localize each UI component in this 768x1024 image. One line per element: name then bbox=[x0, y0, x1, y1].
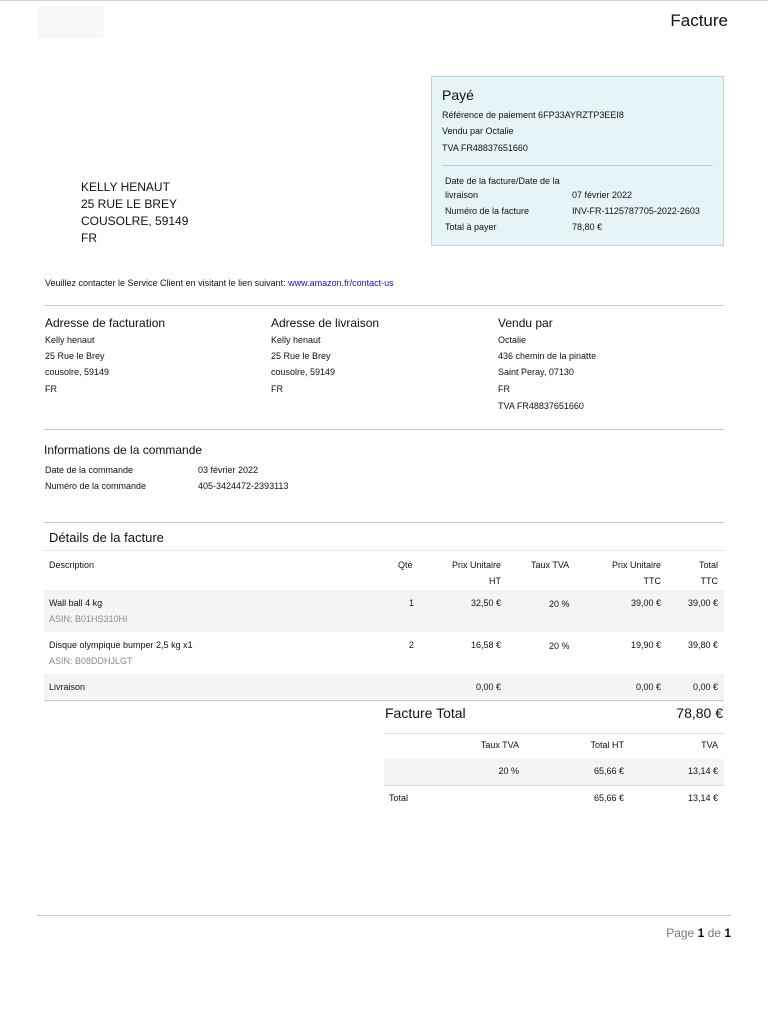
vat-header-rate: Taux TVA bbox=[480, 740, 519, 750]
col-header-vat-rate: Taux TVA bbox=[531, 560, 570, 570]
seller-line: FR bbox=[498, 384, 510, 394]
item-qty: 2 bbox=[409, 640, 415, 650]
order-number-value: 405-3424472-2393113 bbox=[198, 481, 289, 491]
contact-link[interactable]: www.amazon.fr/contact-us bbox=[288, 278, 394, 288]
item-total-ttc: 39,00 € bbox=[687, 598, 718, 608]
billing-title: Adresse de facturation bbox=[45, 316, 166, 330]
billing-line: FR bbox=[45, 384, 57, 394]
shipping-unit-ttc: 0,00 € bbox=[635, 682, 661, 692]
item-unit-ht: 16,58 € bbox=[470, 640, 501, 650]
payment-reference: Référence de paiement 6FP33AYRZTP3EEI8 bbox=[442, 110, 624, 120]
payment-status: Payé bbox=[442, 87, 474, 103]
item-unit-ttc: 39,00 € bbox=[630, 598, 661, 608]
billing-line: 25 Rue le Brey bbox=[45, 351, 105, 361]
invoice-number-value: INV-FR-1125787705-2022-2603 bbox=[572, 206, 700, 216]
recipient-city: COUSOLRE, 59149 bbox=[81, 214, 189, 228]
payment-divider bbox=[442, 165, 713, 166]
item-asin: ASIN: B08DDHJLGT bbox=[49, 656, 133, 666]
page-total: 1 bbox=[724, 926, 731, 940]
vat-row-vat: 13,14 € bbox=[687, 766, 718, 776]
item-total-ttc: 39,80 € bbox=[687, 640, 718, 650]
invoice-date-label: Date de la facture/Date de la livraison bbox=[445, 176, 560, 200]
vat-row-rate: 20 % bbox=[498, 766, 519, 776]
vat-total-vat: 13,14 € bbox=[687, 793, 718, 803]
col-header-total bbox=[668, 557, 718, 589]
seller-title: Vendu par bbox=[498, 316, 553, 330]
item-unit-ttc: 19,90 € bbox=[630, 640, 661, 650]
col-header-total-line2: TTC bbox=[700, 576, 718, 586]
page-indicator bbox=[666, 926, 731, 940]
col-header-unit-ttc-line1: Prix Unitaire bbox=[611, 560, 661, 570]
invoice-number-label: Numéro de la facture bbox=[445, 206, 530, 216]
col-header-unit-ht-line1: Prix Unitaire bbox=[451, 560, 501, 570]
vat-table-top-rule bbox=[384, 733, 724, 734]
invoice-total-label: Facture Total bbox=[385, 705, 466, 721]
recipient-name: KELLY HENAUT bbox=[81, 180, 170, 194]
billing-line: Kelly henaut bbox=[45, 335, 95, 345]
page-word: Page bbox=[666, 926, 695, 940]
delivery-line: FR bbox=[271, 384, 283, 394]
delivery-line: cousolre, 59149 bbox=[271, 367, 336, 377]
col-header-qty: Qté bbox=[398, 560, 413, 570]
item-asin: ASIN: B01HS310HI bbox=[49, 614, 128, 624]
billing-line: cousolre, 59149 bbox=[45, 367, 110, 377]
vat-total-label: Total bbox=[389, 793, 409, 803]
document-title: Facture bbox=[670, 11, 728, 30]
order-date-label: Date de la commande bbox=[45, 465, 134, 475]
section-divider bbox=[44, 522, 724, 523]
recipient-country: FR bbox=[81, 231, 97, 245]
col-header-unit-ht bbox=[430, 557, 501, 589]
vat-header-total-ht: Total HT bbox=[590, 740, 624, 750]
table-row bbox=[44, 590, 724, 632]
col-header-total-line1: Total bbox=[698, 560, 718, 570]
total-due-label: Total à payer bbox=[445, 222, 497, 232]
vat-total-ht: 65,66 € bbox=[593, 793, 624, 803]
col-header-unit-ttc-line2: TTC bbox=[643, 576, 661, 586]
top-rule bbox=[0, 0, 768, 1]
recipient-street: 25 RUE LE BREY bbox=[81, 197, 178, 211]
payment-seller: Vendu par Octalie bbox=[442, 126, 514, 136]
shipping-total-ttc: 0,00 € bbox=[692, 682, 718, 692]
col-header-description: Description bbox=[49, 560, 95, 570]
table-top-rule bbox=[44, 550, 724, 551]
invoice-total-value: 78,80 € bbox=[676, 705, 723, 721]
item-unit-ht: 32,50 € bbox=[470, 598, 501, 608]
section-divider bbox=[44, 305, 724, 306]
delivery-title: Adresse de livraison bbox=[271, 316, 380, 330]
seller-line: TVA FR48837651660 bbox=[498, 401, 584, 411]
payment-summary-box bbox=[431, 76, 724, 246]
payment-vat: TVA FR48837651660 bbox=[442, 143, 528, 153]
shipping-label: Livraison bbox=[49, 682, 86, 692]
order-info-title: Informations de la commande bbox=[44, 443, 203, 457]
vat-row-total-ht: 65,66 € bbox=[593, 766, 624, 776]
shipping-unit-ht: 0,00 € bbox=[475, 682, 501, 692]
contact-text: Veuillez contacter le Service Client en visitant le lien suivant: bbox=[45, 278, 286, 288]
vat-table-rule bbox=[384, 785, 724, 786]
col-header-unit-ht-line2: HT bbox=[489, 576, 501, 586]
delivery-line: Kelly henaut bbox=[271, 335, 321, 345]
order-number-label: Numéro de la commande bbox=[45, 481, 147, 491]
contact-note bbox=[45, 278, 394, 288]
company-logo bbox=[38, 6, 104, 38]
page-current: 1 bbox=[697, 926, 705, 940]
item-description: Disque olympique bumper 2,5 kg x1 bbox=[49, 640, 193, 650]
of-word: de bbox=[707, 926, 721, 940]
section-divider bbox=[44, 429, 724, 430]
col-header-unit-ttc bbox=[590, 557, 661, 589]
vat-header-vat: TVA bbox=[701, 740, 718, 750]
invoice-date-value: 07 février 2022 bbox=[572, 190, 633, 200]
order-date-value: 03 février 2022 bbox=[198, 465, 259, 475]
item-vat-rate: 20 % bbox=[549, 599, 570, 609]
item-description: Wall ball 4 kg bbox=[49, 598, 103, 608]
delivery-line: 25 Rue le Brey bbox=[271, 351, 331, 361]
footer-divider bbox=[37, 915, 731, 916]
table-bottom-rule bbox=[44, 700, 724, 701]
total-due-value: 78,80 € bbox=[572, 222, 603, 232]
item-vat-rate: 20 % bbox=[549, 641, 570, 651]
invoice-details-title: Détails de la facture bbox=[49, 530, 164, 545]
item-qty: 1 bbox=[409, 598, 415, 608]
seller-line: Saint Peray, 07130 bbox=[498, 367, 574, 377]
seller-line: 436 chemin de la pinatte bbox=[498, 351, 597, 361]
seller-line: Octalie bbox=[498, 335, 527, 345]
